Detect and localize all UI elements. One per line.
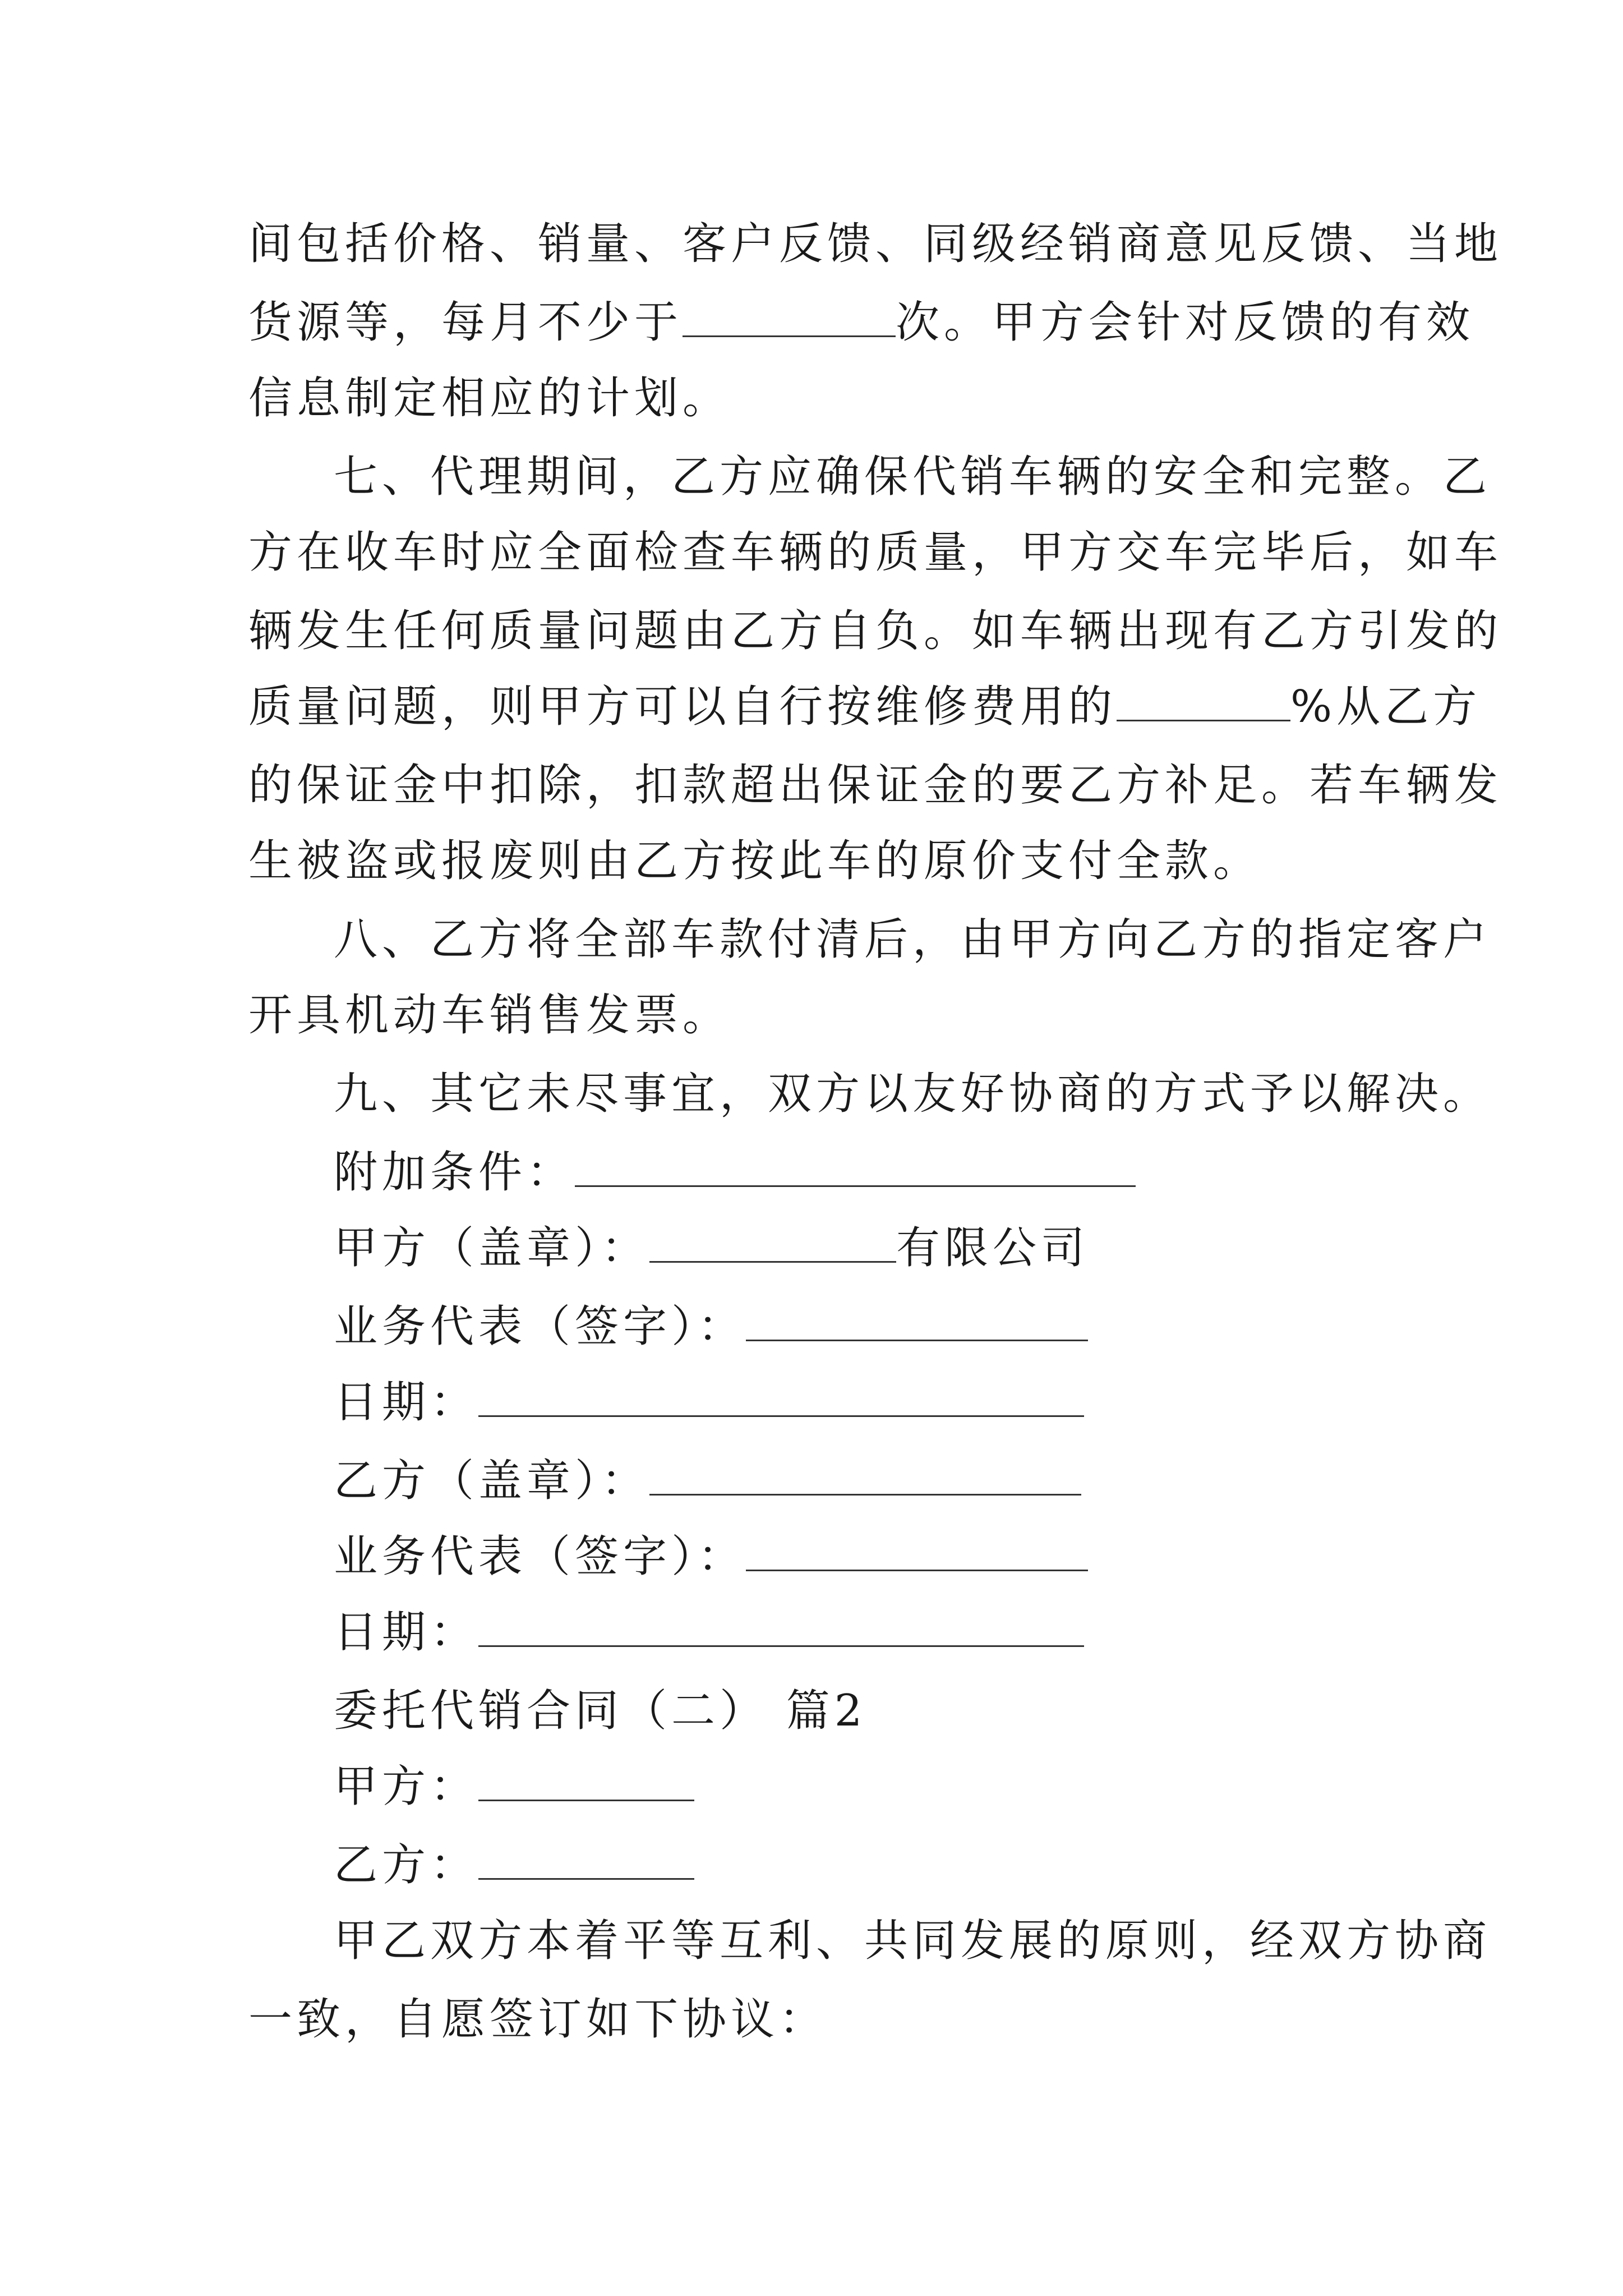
rep-a-signature-field[interactable] (746, 1300, 1088, 1341)
rep-a-row (334, 1299, 1088, 1355)
contract-2-title (334, 1683, 866, 1739)
text-span: 的保证金中扣除，扣款超出保证金的要乙方补足。若车辆发 (248, 760, 1503, 811)
paragraph-line (248, 603, 1502, 659)
text-span: 九、其它未尽事宜，双方以友好协商的方式予以解决。 (334, 1069, 1492, 1119)
text-span: 次。甲方会针对反馈的有效 (896, 297, 1475, 348)
paragraph-line (334, 912, 1491, 968)
paragraph-line (248, 524, 1502, 581)
fill-in-blank[interactable] (1117, 680, 1290, 721)
fill-in-blank[interactable] (683, 296, 896, 337)
paragraph-line (248, 679, 1481, 735)
field-label: 甲方： (334, 1761, 479, 1812)
contract-2-party-b-field[interactable] (478, 1839, 694, 1880)
text-span: 七、代理期间，乙方应确保代销车辆的安全和完整。乙 (334, 452, 1492, 502)
field-label: 日期： (334, 1607, 479, 1658)
field-label: 乙方（盖章）： (334, 1456, 650, 1506)
text-span: 信息制定相应的计划。 (248, 373, 731, 424)
paragraph-line (248, 370, 731, 426)
paragraph-line (334, 1913, 1491, 1969)
paragraph-line (248, 1991, 827, 2047)
text-span: 八、乙方将全部车款付清后，由甲方向乙方的指定客户 (334, 914, 1492, 965)
paragraph-line (248, 833, 1261, 889)
date-a-field[interactable] (478, 1376, 1084, 1417)
contract-2-party-b-row (334, 1837, 694, 1893)
text-span: 有限公司 (896, 1223, 1090, 1273)
field-label: 附加条件： (334, 1147, 575, 1198)
date-b-field[interactable] (478, 1606, 1084, 1647)
paragraph-line (248, 757, 1502, 813)
text-span: 开具机动车销售发票。 (248, 990, 731, 1041)
rep-b-row (334, 1529, 1088, 1585)
text-span: 辆发生任何质量问题由乙方自负。如车辆出现有乙方引发的 (248, 606, 1503, 656)
text-span: 甲乙双方本着平等互利、共同发展的原则，经双方协商 (334, 1916, 1492, 1966)
additional-terms-field[interactable] (575, 1146, 1136, 1187)
paragraph-line (248, 216, 1502, 272)
contract-2-party-a-row (334, 1759, 694, 1815)
date-a-row (334, 1374, 1084, 1430)
field-label: 乙方： (334, 1840, 479, 1890)
text-span: 货源等，每月不少于 (248, 297, 683, 348)
contract-2-party-a-field[interactable] (478, 1760, 694, 1801)
text-span: 间包括价格、销量、客户反馈、同级经销商意见反馈、当地 (248, 219, 1503, 269)
paragraph-line (334, 1066, 1491, 1122)
paragraph-line (248, 295, 1474, 351)
party-b-field[interactable] (649, 1455, 1081, 1496)
paragraph-line (334, 449, 1491, 505)
text-span: %从乙方 (1290, 682, 1482, 732)
section-title: 委托代销合同（二） 篇2 (334, 1686, 867, 1736)
text-span: 方在收车时应全面检查车辆的质量，甲方交车完毕后，如车 (248, 527, 1503, 578)
additional-terms-row (334, 1144, 1136, 1200)
rep-b-signature-field[interactable] (746, 1530, 1088, 1571)
text-span: 一致，自愿签订如下协议： (248, 1994, 828, 2045)
text-span: 质量问题，则甲方可以自行按维修费用的 (248, 682, 1117, 732)
field-label: 业务代表（签字）： (334, 1301, 746, 1352)
field-label: 日期： (334, 1377, 479, 1428)
date-b-row (334, 1604, 1084, 1660)
party-a-field[interactable] (649, 1222, 896, 1263)
paragraph-line (248, 987, 731, 1043)
party-b-row (334, 1453, 1081, 1509)
text-span: 生被盗或报废则由乙方按此车的原价支付全款。 (248, 836, 1262, 886)
field-label: 业务代表（签字）： (334, 1531, 746, 1582)
field-label: 甲方（盖章）： (334, 1223, 650, 1273)
party-a-row (334, 1220, 1089, 1276)
